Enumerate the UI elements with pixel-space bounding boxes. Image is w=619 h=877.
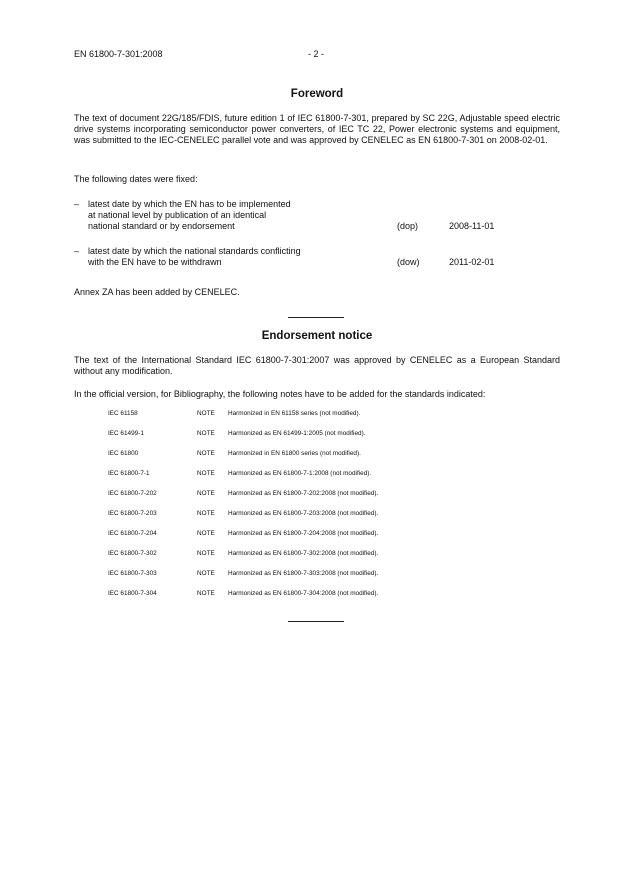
note-text: Harmonized in EN 61800 series (not modified). xyxy=(228,450,361,457)
note-label: NOTE xyxy=(197,530,215,537)
foreword-title: Foreword xyxy=(290,88,344,100)
date-abbr-dow: (dow) xyxy=(397,257,420,267)
standard-id: IEC 61800-7-302 xyxy=(108,550,157,557)
bibliography-note-row xyxy=(108,550,548,562)
note-text: Harmonized as EN 61800-7-303:2008 (not modified). xyxy=(228,570,379,577)
standard-id: IEC 61800-7-304 xyxy=(108,590,157,597)
standard-id: IEC 61800-7-202 xyxy=(108,490,157,497)
date-item-line: with the EN have to be withdrawn xyxy=(88,257,222,267)
date-item-dow xyxy=(88,246,378,268)
list-bullet: – xyxy=(74,246,80,256)
date-value-dop: 2008-11-01 xyxy=(449,221,495,231)
dates-intro: The following dates were fixed: xyxy=(74,174,198,184)
bibliography-intro: In the official version, for Bibliography, the following notes have to be added for the standards indicated: xyxy=(74,389,486,399)
endorsement-title: Endorsement notice xyxy=(261,330,373,342)
standard-id: IEC 61800 xyxy=(108,450,139,457)
section-divider xyxy=(288,317,344,318)
endorsement-paragraph: The text of the International Standard IEC 61800-7-301:2007 was approved by CENELEC as a European Standard without any modification. xyxy=(74,355,560,376)
end-divider xyxy=(288,621,344,622)
note-label: NOTE xyxy=(197,410,215,417)
bibliography-note-row xyxy=(108,490,548,502)
date-value-dow: 2011-02-01 xyxy=(449,257,495,267)
standard-id: IEC 61800-7-1 xyxy=(108,470,150,477)
page-number: - 2 - xyxy=(308,49,325,59)
note-text: Harmonized in EN 61158 series (not modified). xyxy=(228,410,361,417)
date-item-line: latest date by which the national standards conflicting xyxy=(88,246,301,256)
date-abbr-dop: (dop) xyxy=(397,221,419,231)
bibliography-note-row xyxy=(108,410,548,422)
note-label: NOTE xyxy=(197,570,215,577)
note-text: Harmonized as EN 61800-7-202:2008 (not modified). xyxy=(228,490,379,497)
note-text: Harmonized as EN 61800-7-1:2008 (not modified). xyxy=(228,470,372,477)
bibliography-note-row xyxy=(108,590,548,602)
bibliography-note-row xyxy=(108,510,548,522)
document-id: EN 61800-7-301:2008 xyxy=(74,49,163,59)
standard-id: IEC 61800-7-303 xyxy=(108,570,157,577)
date-item-line: at national level by publication of an identical xyxy=(88,210,267,220)
date-item-line: national standard or by endorsement xyxy=(88,221,235,231)
bibliography-note-row xyxy=(108,470,548,482)
note-text: Harmonized as EN 61499-1:2005 (not modified). xyxy=(228,430,366,437)
note-text: Harmonized as EN 61800-7-204:2008 (not modified). xyxy=(228,530,379,537)
standard-id: IEC 61800-7-203 xyxy=(108,510,157,517)
note-label: NOTE xyxy=(197,590,215,597)
note-text: Harmonized as EN 61800-7-203:2008 (not modified). xyxy=(228,510,379,517)
standard-id: IEC 61499-1 xyxy=(108,430,144,437)
note-label: NOTE xyxy=(197,510,215,517)
date-item-line: latest date by which the EN has to be implemented xyxy=(88,199,291,209)
standard-id: IEC 61800-7-204 xyxy=(108,530,157,537)
bibliography-note-row xyxy=(108,570,548,582)
bibliography-note-row xyxy=(108,530,548,542)
note-text: Harmonized as EN 61800-7-302:2008 (not modified). xyxy=(228,550,379,557)
note-label: NOTE xyxy=(197,550,215,557)
standard-id: IEC 61158 xyxy=(108,410,138,417)
note-text: Harmonized as EN 61800-7-304:2008 (not modified). xyxy=(228,590,379,597)
note-label: NOTE xyxy=(197,430,215,437)
bibliography-note-row xyxy=(108,450,548,462)
bibliography-note-row xyxy=(108,430,548,442)
note-label: NOTE xyxy=(197,450,215,457)
date-item-dop xyxy=(88,199,378,232)
foreword-paragraph: The text of document 22G/185/FDIS, future edition 1 of IEC 61800-7-301, prepared by SC 22G, Adjustable speed electric drive systems incorporating semiconductor power converters, of IEC TC 22, Power electronic systems and equipment, was submitted to the IEC-CENELEC parallel vote and was approved by CENELEC as EN 61800-7-301 on 2008-02-01. xyxy=(74,113,560,145)
annex-note: Annex ZA has been added by CENELEC. xyxy=(74,287,240,297)
note-label: NOTE xyxy=(197,490,215,497)
note-label: NOTE xyxy=(197,470,215,477)
list-bullet: – xyxy=(74,199,80,209)
